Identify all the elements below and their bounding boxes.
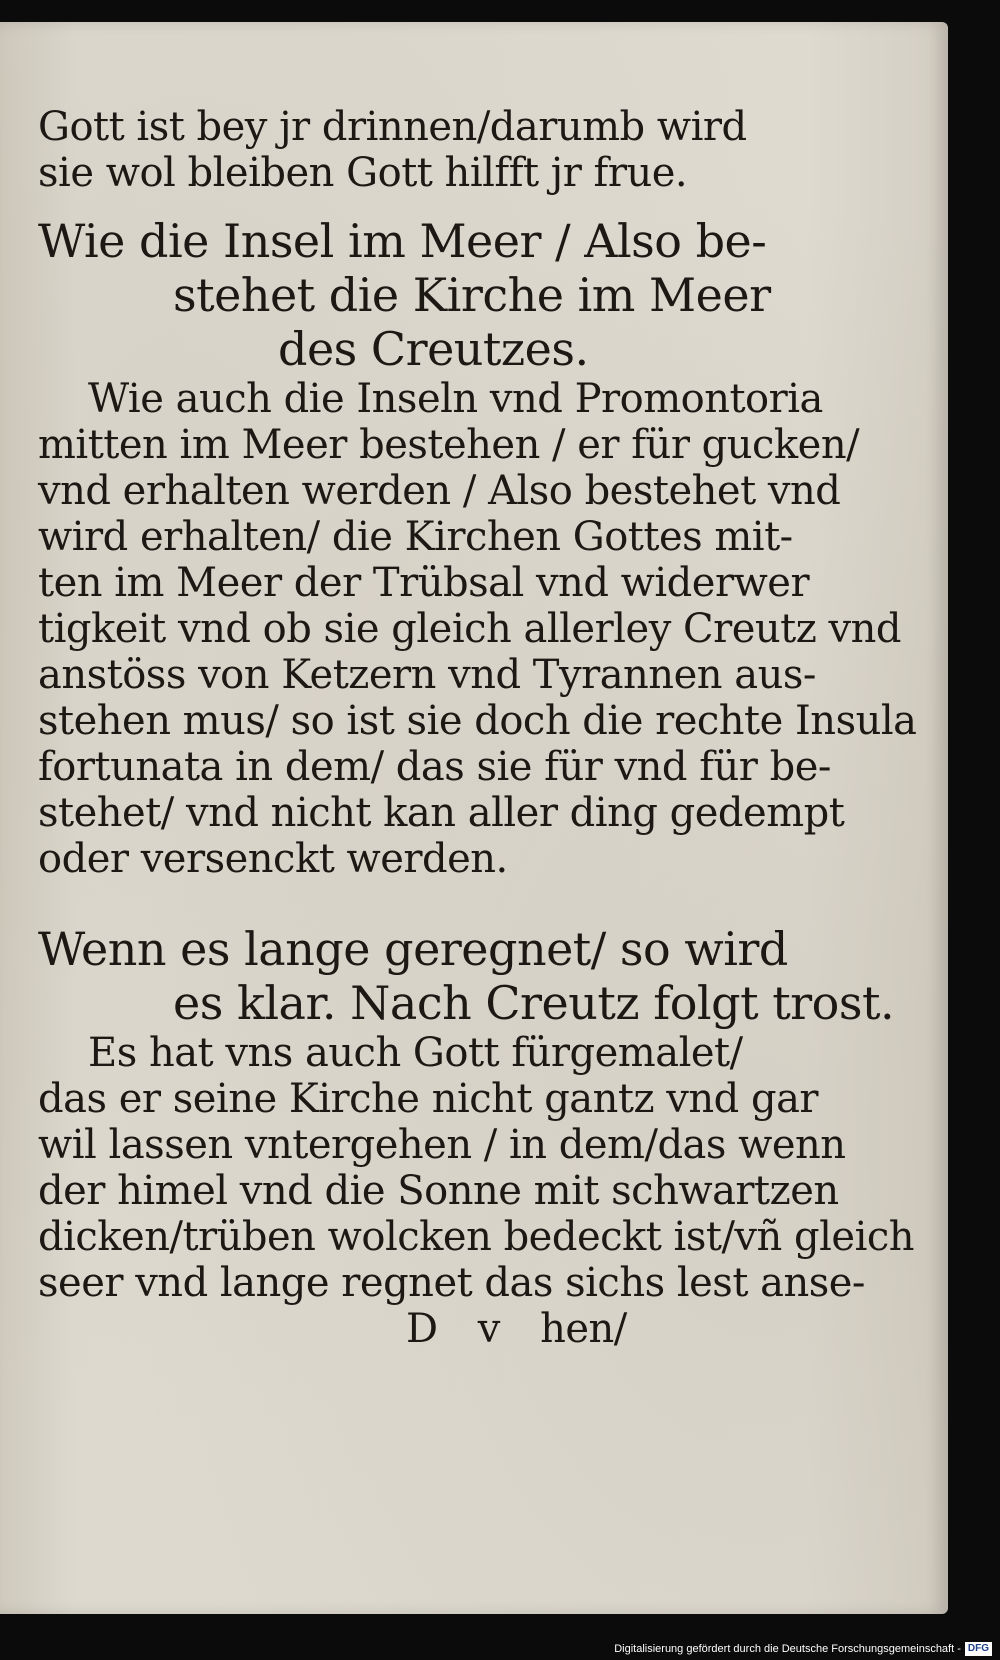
paragraph-1-line-6: tigkeit vnd ob sie gleich allerley Creutz vnd [38, 606, 901, 652]
spacer [38, 196, 768, 214]
paragraph-2-line-2: das er seine Kirche nicht gantz vnd gar [38, 1076, 819, 1122]
paragraph-1-line-2: mitten im Meer bestehen / er für gucken/ [38, 422, 860, 468]
book-page [0, 22, 948, 1614]
paragraph-1-line-9: fortunata in dem/ das sie für vnd für be- [38, 744, 831, 790]
spacer [38, 882, 768, 922]
section-heading-2-line-1: Wenn es lange geregnet/ so wird [38, 922, 788, 976]
digitization-credit [610, 1640, 996, 1658]
paragraph-1-line-8: stehen mus/ so ist sie doch die rechte Insula [38, 698, 917, 744]
paragraph-2-line-5: dicken/trüben wolcken bedeckt ist/vñ gleich [38, 1214, 915, 1260]
paragraph-1-line-7: anstöss von Ketzern vnd Tyrannen aus- [38, 652, 816, 698]
paragraph-1-line-3: vnd erhalten werden / Also bestehet vnd [38, 468, 841, 514]
section-heading-2-line-2: es klar. Nach Creutz folgt trost. [173, 976, 895, 1030]
text-line-1: Gott ist bey jr drinnen/darumb wird [38, 104, 747, 150]
paragraph-2-line-1: Es hat vns auch Gott fürgemalet/ [88, 1030, 743, 1076]
paragraph-1-line-5: ten im Meer der Trübsal vnd widerwer [38, 560, 810, 606]
dfg-logo: DFG [965, 1642, 992, 1656]
section-heading-1-line-3: des Creutzes. [278, 322, 589, 376]
paragraph-1-line-4: wird erhalten/ die Kirchen Gottes mit- [38, 514, 793, 560]
page-text [38, 104, 917, 1352]
section-heading-1-line-2: stehet die Kirche im Meer [173, 268, 771, 322]
paragraph-2-line-3: wil lassen vntergehen / in dem/das wenn [38, 1122, 846, 1168]
paragraph-1-line-10: stehet/ vnd nicht kan aller ding gedempt [38, 790, 845, 836]
paragraph-2-line-6: seer vnd lange regnet das sichs lest anse- [38, 1260, 865, 1306]
credit-text: Digitalisierung gefördert durch die Deutsche Forschungsgemeinschaft - [614, 1643, 961, 1655]
paragraph-1-line-1: Wie auch die Inseln vnd Promontoria [88, 376, 823, 422]
text-line-2: sie wol bleiben Gott hilfft jr frue. [38, 150, 688, 196]
section-heading-1-line-1: Wie die Insel im Meer / Also be- [38, 214, 767, 268]
paragraph-1-line-11: oder versenckt werden. [38, 836, 508, 882]
paragraph-2-line-4: der himel vnd die Sonne mit schwartzen [38, 1168, 839, 1214]
catchword-line: D v hen/ [406, 1306, 627, 1352]
